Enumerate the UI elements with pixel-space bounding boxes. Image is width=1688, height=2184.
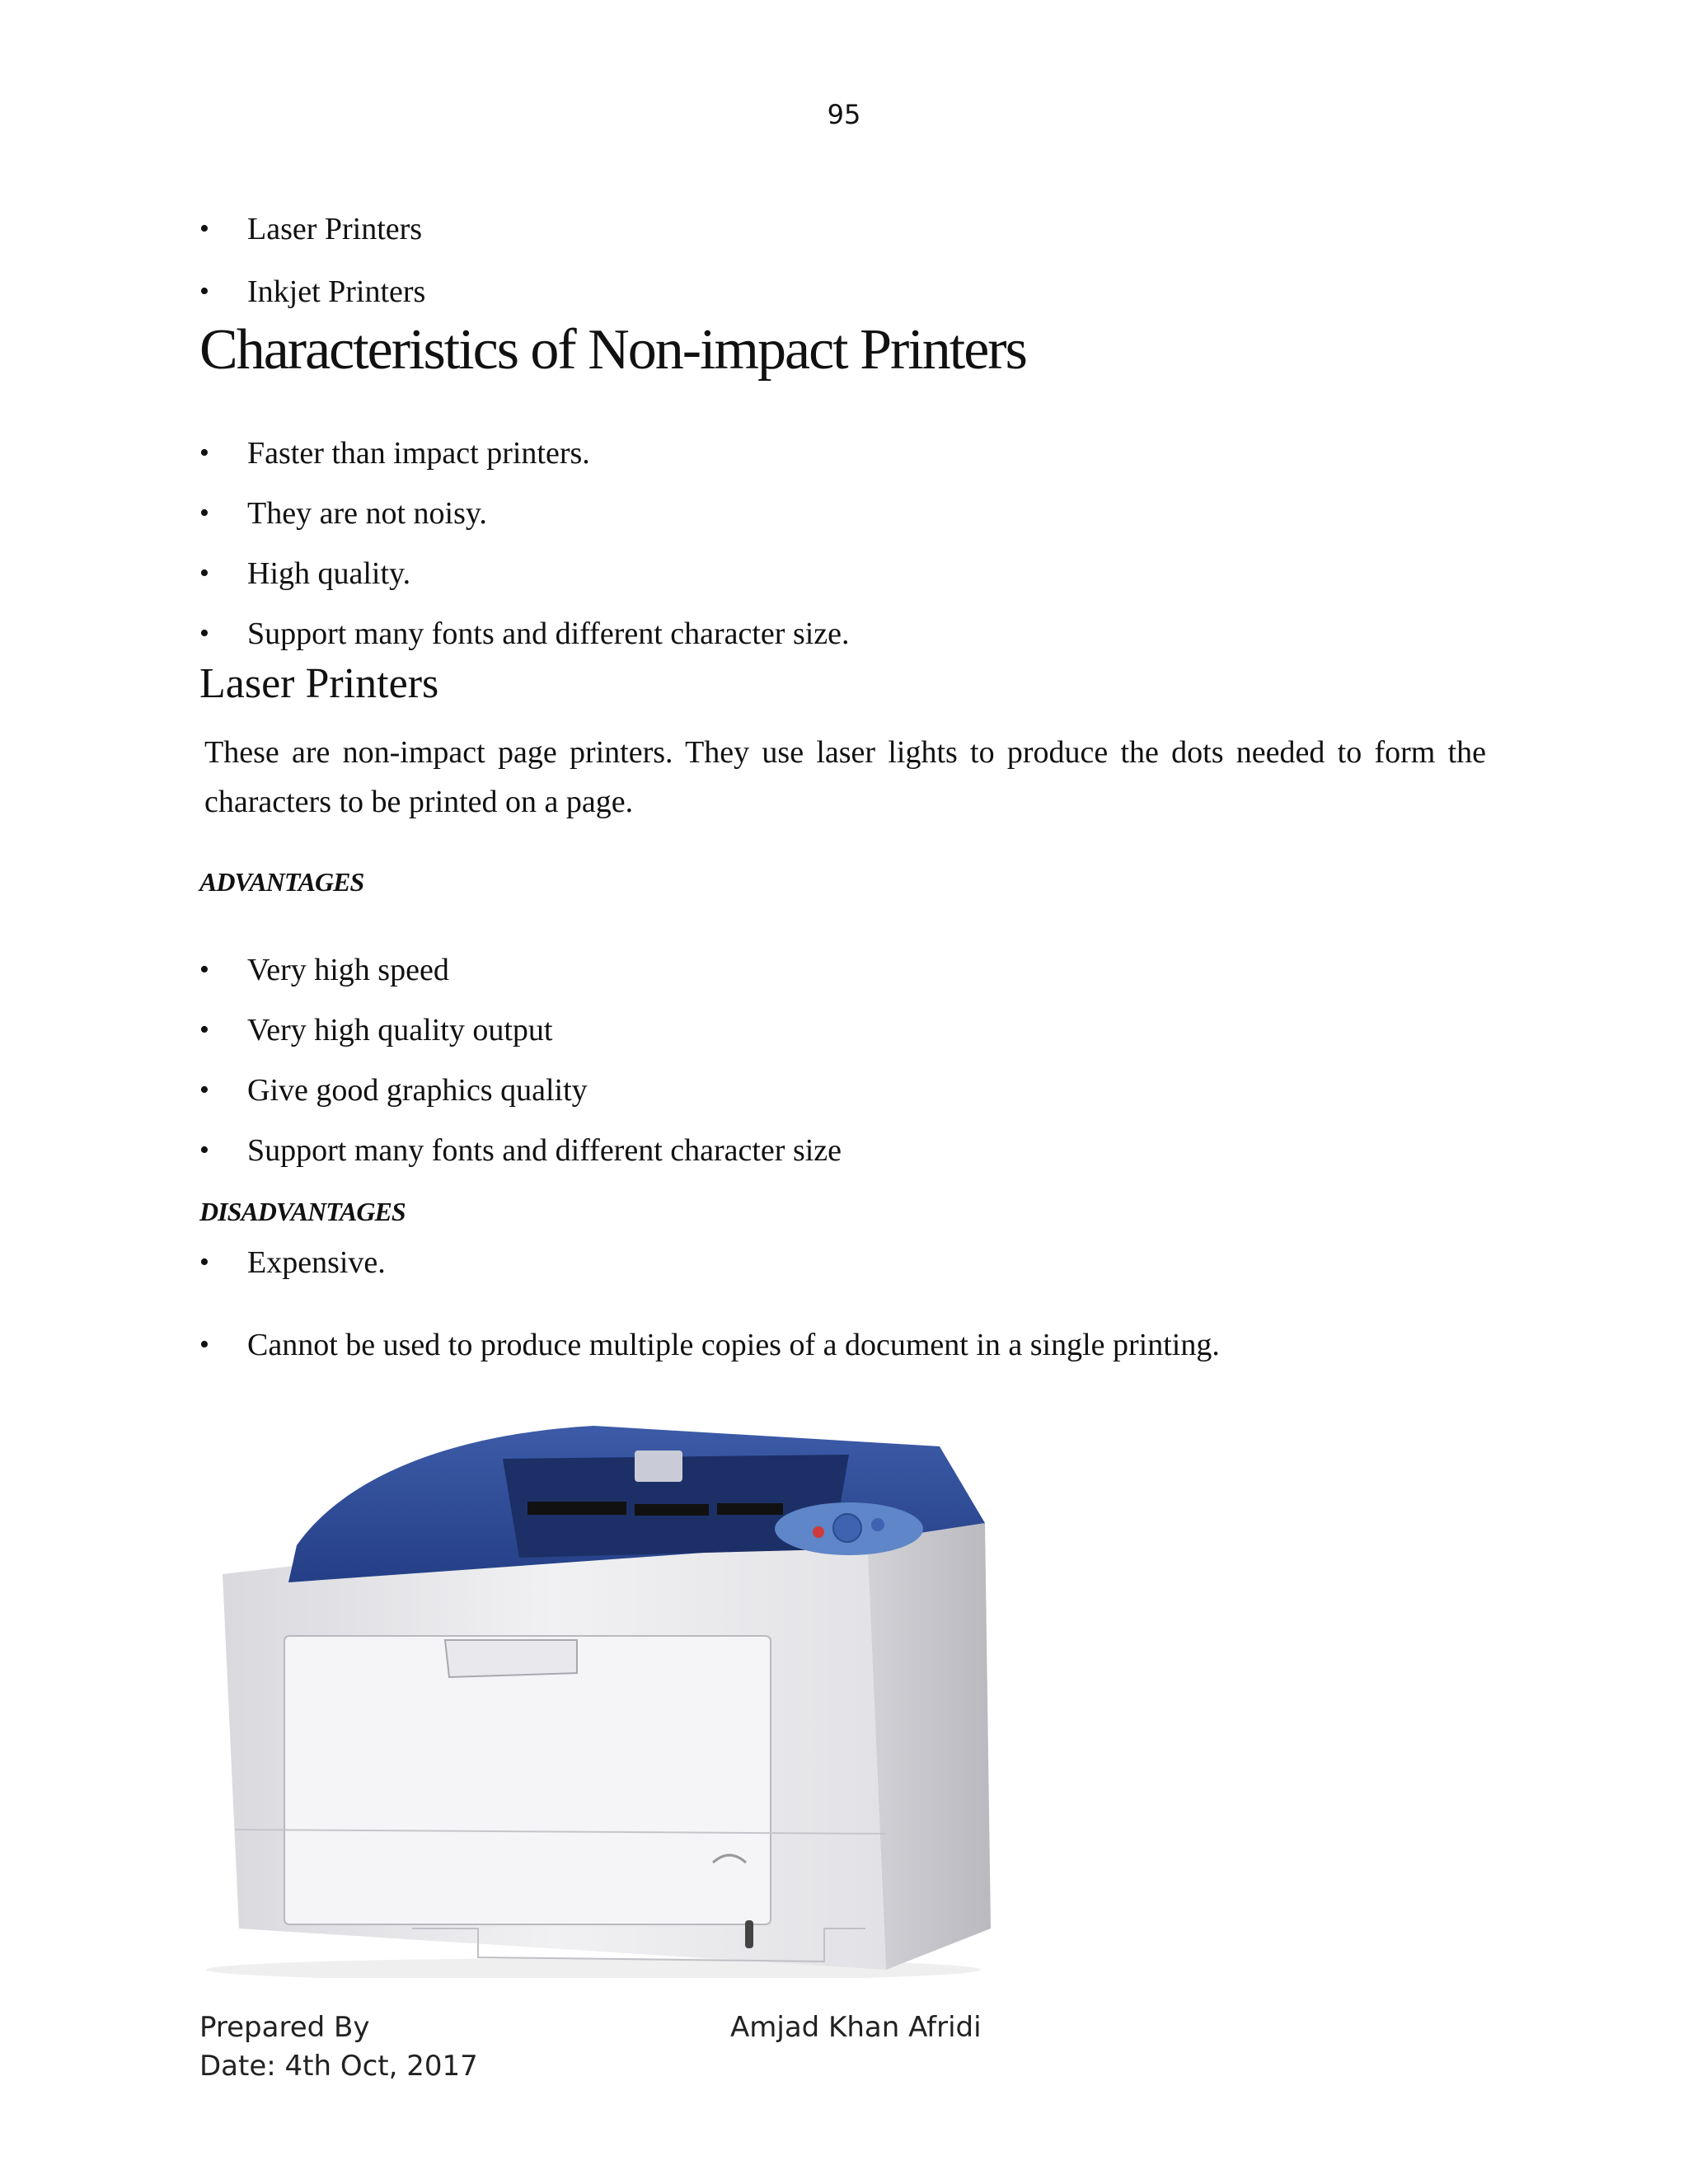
list-item: • Faster than impact printers. <box>247 435 850 471</box>
laser-printer-image <box>206 1401 1022 1978</box>
printer-side <box>865 1500 991 1970</box>
list-item: • Expensive. <box>247 1244 1220 1281</box>
advantages-list <box>247 952 842 1193</box>
laser-printers-description: These are non-impact page printers. They use laser lights to produce the dots needed to form the characters to be printed on a page. <box>204 735 1486 819</box>
list-item: • They are not noisy. <box>247 495 850 532</box>
disadvantages-heading: DISADVANTAGES <box>199 1197 406 1226</box>
footer-date: Date: 4th Oct, 2017 <box>199 2050 478 2083</box>
brand-badge <box>635 1451 682 1482</box>
level-indicator <box>745 1920 753 1948</box>
list-item: • Give good graphics quality <box>247 1072 842 1108</box>
section-heading: Characteristics of Non-impact Printers <box>199 318 1026 382</box>
footer-prepared-by: Prepared By <box>199 2011 370 2044</box>
front-door <box>284 1636 771 1924</box>
list-item: • Very high speed <box>247 952 842 988</box>
laser-printers-heading: Laser Printers <box>199 660 439 707</box>
list-item: • Laser Printers <box>247 211 425 247</box>
list-item: • Cannot be used to produce multiple copies of a document in a single printing. <box>247 1327 1220 1363</box>
advantages-heading: ADVANTAGES <box>199 867 364 897</box>
panel-button <box>833 1514 861 1542</box>
panel-button-red <box>813 1526 824 1538</box>
list-item: • Inkjet Printers <box>247 274 425 310</box>
list-item: • High quality. <box>247 555 850 592</box>
door-handle <box>445 1640 577 1677</box>
list-item: • Support many fonts and different character size. <box>247 616 850 652</box>
disadvantages-list <box>247 1244 1220 1409</box>
characteristics-list <box>247 435 850 676</box>
list-item: • Very high quality output <box>247 1012 842 1048</box>
list-item: • Support many fonts and different character size <box>247 1132 842 1169</box>
footer-author: Amjad Khan Afridi <box>730 2011 982 2044</box>
panel-button <box>871 1518 884 1531</box>
page-number: 95 <box>827 99 861 130</box>
